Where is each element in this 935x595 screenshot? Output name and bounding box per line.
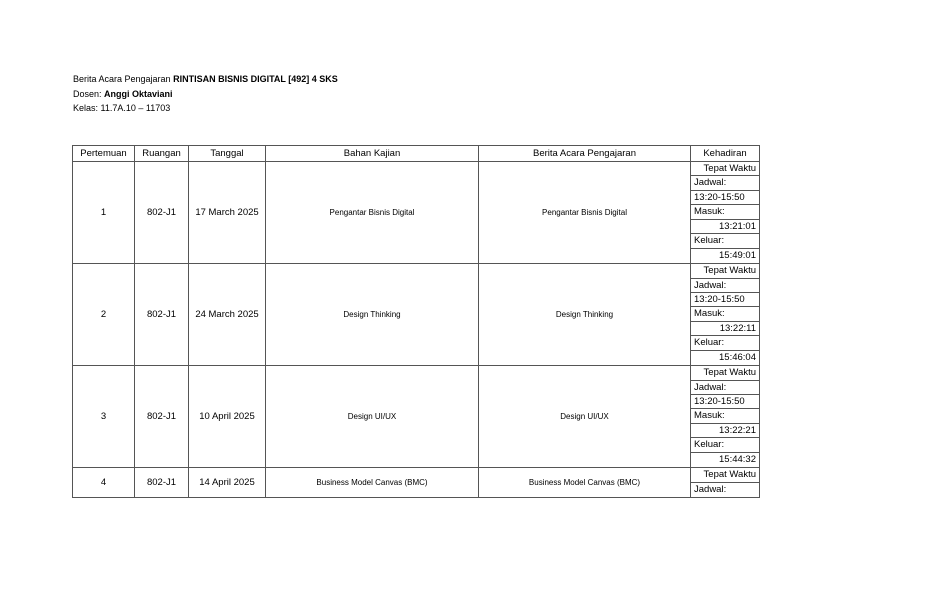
pertemuan-cell: 3: [73, 366, 135, 468]
pertemuan-cell: 4: [73, 468, 135, 498]
kehadiran-cell: [691, 366, 760, 468]
jadwal-label: Jadwal:: [691, 279, 759, 293]
pertemuan-cell: 1: [73, 162, 135, 264]
tepat-waktu-label: Tepat Waktu: [691, 162, 759, 176]
tepat-waktu-label: Tepat Waktu: [691, 468, 759, 482]
bahan-cell: Pengantar Bisnis Digital: [266, 162, 479, 264]
berita-cell: Design Thinking: [479, 264, 691, 366]
masuk-value: 13:22:21: [691, 424, 759, 438]
masuk-label: Masuk:: [691, 409, 759, 423]
ruangan-cell: 802-J1: [135, 162, 189, 264]
table-row: [73, 162, 760, 264]
tanggal-cell: 10 April 2025: [189, 366, 266, 468]
masuk-value: 13:22:11: [691, 322, 759, 336]
kehadiran-cell: [691, 468, 760, 498]
col-pertemuan: Pertemuan: [73, 146, 135, 162]
keluar-label: Keluar:: [691, 234, 759, 248]
table-header-row: [73, 146, 760, 162]
jadwal-value: 13:20-15:50: [691, 395, 759, 409]
kehadiran-cell: [691, 162, 760, 264]
kelas-line: Kelas: 11.7A.10 – 11703: [73, 103, 171, 113]
jadwal-label: Jadwal:: [691, 381, 759, 395]
keluar-value: 15:49:01: [719, 249, 756, 261]
document-header: [73, 72, 338, 116]
col-ruangan: Ruangan: [135, 146, 189, 162]
jadwal-label: Jadwal:: [694, 483, 727, 495]
berita-cell: Design UI/UX: [479, 366, 691, 468]
table-row: [73, 366, 760, 468]
col-kehadiran: Kehadiran: [691, 146, 760, 162]
course-name: RINTISAN BISNIS DIGITAL [492] 4 SKS: [173, 74, 338, 84]
tanggal-cell: 24 March 2025: [189, 264, 266, 366]
tanggal-cell: 14 April 2025: [189, 468, 266, 498]
bahan-cell: Business Model Canvas (BMC): [266, 468, 479, 498]
dosen-label: Dosen:: [73, 88, 105, 99]
bahan-cell: Design Thinking: [266, 264, 479, 366]
table-row: [73, 468, 760, 498]
dosen-line: [73, 87, 338, 102]
jadwal-label: Jadwal:: [691, 176, 759, 190]
pertemuan-cell: 2: [73, 264, 135, 366]
masuk-label: Masuk:: [691, 307, 759, 321]
table-row: [73, 264, 760, 366]
title-prefix: Berita Acara Pengajaran: [73, 74, 174, 84]
jadwal-value: 13:20-15:50: [691, 293, 759, 307]
keluar-value: 15:46:04: [719, 351, 756, 363]
title-line: [73, 72, 338, 87]
jadwal-value: 13:20-15:50: [691, 191, 759, 205]
bahan-cell: Design UI/UX: [266, 366, 479, 468]
tepat-waktu-label: Tepat Waktu: [691, 366, 759, 380]
tanggal-cell: 17 March 2025: [189, 162, 266, 264]
ruangan-cell: 802-J1: [135, 468, 189, 498]
masuk-label: Masuk:: [691, 205, 759, 219]
berita-cell: Pengantar Bisnis Digital: [479, 162, 691, 264]
attendance-table: [72, 145, 760, 498]
col-berita-acara: Berita Acara Pengajaran: [479, 146, 691, 162]
dosen-name: Anggi Oktaviani: [104, 88, 173, 99]
masuk-value: 13:21:01: [691, 220, 759, 234]
ruangan-cell: 802-J1: [135, 264, 189, 366]
berita-cell: Business Model Canvas (BMC): [479, 468, 691, 498]
col-tanggal: Tanggal: [189, 146, 266, 162]
col-bahan-kajian: Bahan Kajian: [266, 146, 479, 162]
ruangan-cell: 802-J1: [135, 366, 189, 468]
keluar-label: Keluar:: [691, 438, 759, 452]
keluar-label: Keluar:: [691, 336, 759, 350]
keluar-value: 15:44:32: [719, 453, 756, 465]
tepat-waktu-label: Tepat Waktu: [691, 264, 759, 278]
kehadiran-cell: [691, 264, 760, 366]
